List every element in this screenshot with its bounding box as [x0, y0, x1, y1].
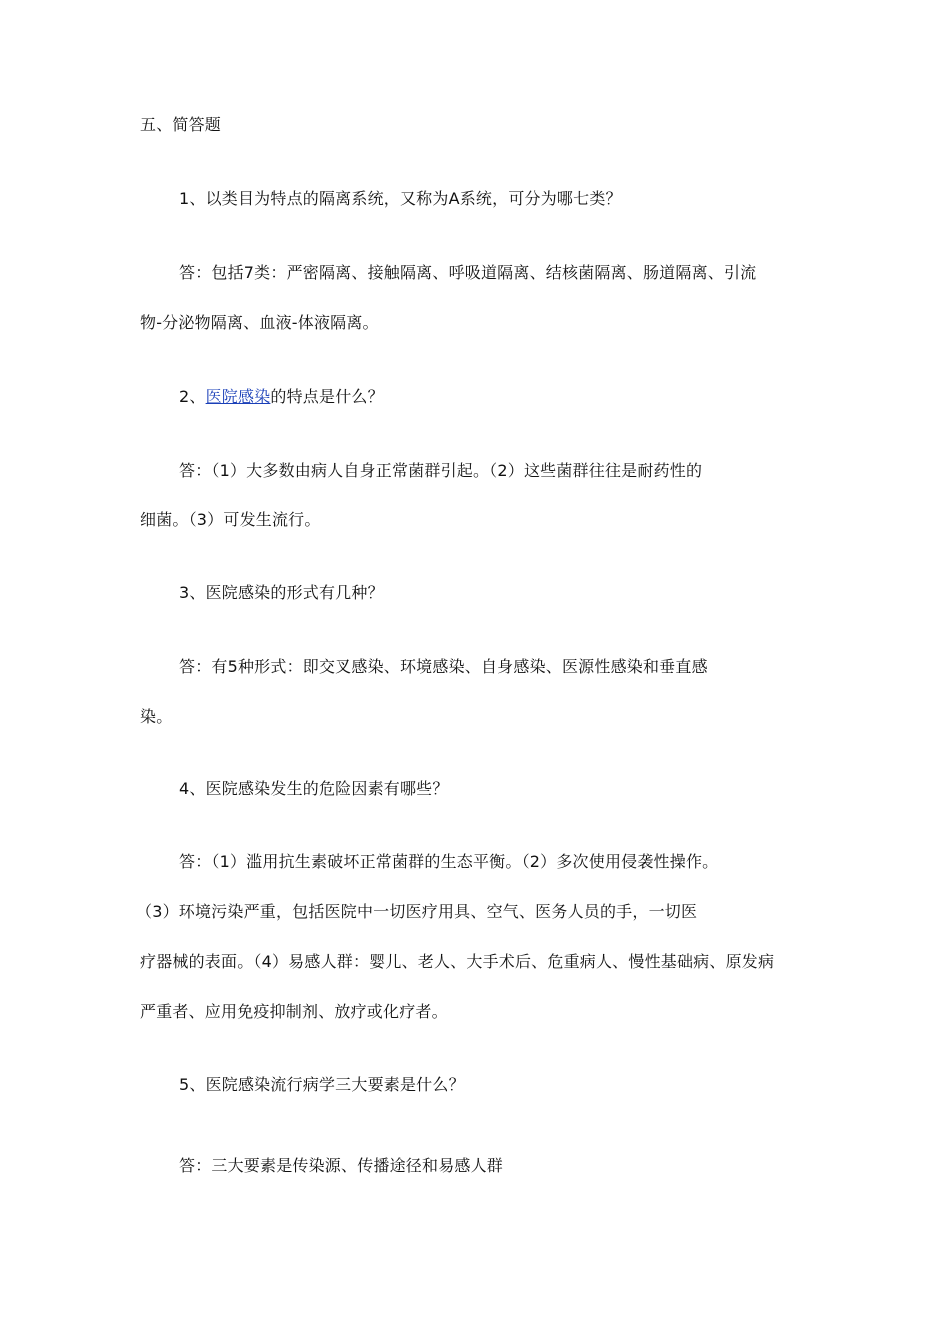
question-2-prefix: 2、 [179, 387, 206, 406]
question-4: 4、医院感染发生的危险因素有哪些？ [179, 779, 449, 798]
answer-5-line-1: 答：三大要素是传染源、传播途径和易感人群 [179, 1156, 504, 1175]
answer-2-line-1: 答：（1）大多数由病人自身正常菌群引起。（2）这些菌群往往是耐药性的 [179, 461, 703, 480]
answer-4-line-2: （3）环境污染严重，包括医院中一切医疗用具、空气、医务人员的手，一切医 [136, 902, 698, 921]
answer-4-line-4: 严重者、应用免疫抑制剂、放疗或化疗者。 [140, 1002, 448, 1021]
question-3: 3、医院感染的形式有几种？ [179, 583, 384, 602]
answer-1-line-2: 物-分泌物隔离、血液-体液隔离。 [140, 313, 379, 332]
question-1: 1、以类目为特点的隔离系统，又称为A系统，可分为哪七类？ [179, 189, 622, 208]
question-2-suffix: 的特点是什么？ [270, 387, 384, 406]
question-2 [179, 386, 384, 408]
answer-3-line-2: 染。 [140, 707, 173, 726]
answer-2-line-2: 细菌。（3）可发生流行。 [140, 510, 321, 529]
question-5: 5、医院感染流行病学三大要素是什么？ [179, 1075, 465, 1094]
answer-3-line-1: 答：有5种形式：即交叉感染、环境感染、自身感染、医源性感染和垂直感 [179, 657, 708, 676]
hospital-infection-link[interactable]: 医院感染 [205, 387, 271, 406]
answer-4-line-1: 答：（1）滥用抗生素破坏正常菌群的生态平衡。（2）多次使用侵袭性操作。 [179, 852, 719, 871]
section-title: 五、简答题 [140, 115, 222, 134]
answer-1-line-1: 答：包括7类：严密隔离、接触隔离、呼吸道隔离、结核菌隔离、肠道隔离、引流 [179, 263, 757, 282]
answer-4-line-3: 疗器械的表面。（4）易感人群：婴儿、老人、大手术后、危重病人、慢性基础病、原发病 [140, 952, 775, 971]
